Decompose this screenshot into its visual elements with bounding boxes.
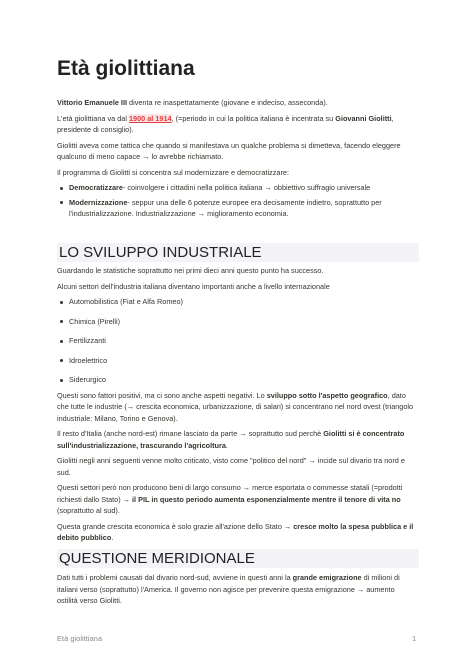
text: , (=periodo in cui la politica italiana è incentrata su — [171, 113, 336, 123]
program-list — [57, 182, 417, 220]
text: diventa re inaspettatamente (giovane e indeciso, asseconda). — [127, 98, 328, 107]
text: Il resto d'Italia (anche nord-est) rimane lasciato da parte → soprattutto sud perchè — [57, 429, 324, 438]
section-heading: QUESTIONE MERIDIONALE — [57, 549, 419, 568]
bold-text: grande emigrazione — [292, 573, 362, 582]
text: , presidente di consiglio). — [57, 113, 394, 134]
list-item: Siderurgico — [57, 374, 417, 386]
list-item — [57, 182, 417, 194]
bold-text: il PIL in questo periodo aumenta esponenzialmente mentre il tenore di vita no — [132, 494, 401, 504]
paragraph — [57, 390, 417, 425]
text: Questi settori però non producono beni di largo consumo → merce esportata o commesse statali (=prodotti richiesti dallo Stato) → — [57, 483, 403, 504]
list-item: Idroelettrico — [57, 355, 417, 367]
paragraph — [57, 572, 417, 607]
text: Questi sono fattori positivi, ma ci sono anche aspetti negativi. Lo — [57, 390, 267, 400]
bold-text: Democratizzare — [69, 183, 123, 192]
text: (soprattutto al sud). — [57, 506, 120, 515]
list-item: Chimica (Pirelli) — [57, 316, 417, 328]
text: . — [111, 533, 114, 542]
footer-title: Età giolittiana — [57, 634, 103, 643]
southern-question-section — [57, 572, 417, 607]
intro-paragraph: Il programma di Giolitti si concentra sul modernizzare e democratizzare: — [57, 167, 289, 177]
section-heading: LO SVILUPPO INDUSTRIALE — [57, 243, 419, 262]
paragraph: Guardando le statistiche soprattutto nei primi dieci anni questo punto ha successo. — [57, 266, 324, 275]
bold-text: Giolitti si è concentrato sull'industrializzazione, trascurando l'agricoltura — [57, 429, 405, 450]
text: L'età giolittiana va dal — [57, 113, 129, 123]
text: - coinvolgere i cittadini nella politica italiana → obbiettivo suffragio universale — [122, 183, 371, 192]
page-title: Età giolittiana — [57, 57, 195, 80]
text: . — [225, 440, 228, 450]
paragraph: Alcuni settori dell'industria italiana diventano importanti anche a livello internazionale — [57, 281, 330, 291]
intro-paragraph — [57, 113, 417, 136]
bold-text: sviluppo sotto l'aspetto geografico — [266, 390, 388, 400]
list-item: Automobilistica (Fiat e Alfa Romeo) — [57, 296, 417, 308]
text: Questa grande crescita economica è solo grazie all'azione dello Stato → — [57, 521, 294, 531]
text: Dati tutti i problemi causati dal divario nord-sud, avviene in questi anni la — [57, 573, 293, 582]
paragraph — [57, 428, 417, 451]
list-item — [57, 197, 417, 220]
date-range-link[interactable]: 1900 al 1914 — [128, 113, 172, 123]
paragraph — [57, 521, 417, 544]
list-item: Fertilizzanti — [57, 335, 417, 347]
text: - seppur una delle 6 potenze europee era decisamente indietro, soprattutto per l'industrializzazione. Industrializzazione → miglioramento economia. — [69, 197, 382, 218]
sector-list — [57, 296, 417, 386]
intro-paragraph: Giolitti aveva come tattica che quando si manifestava un qualche problema si dimetteva, facendo eleggere qualcuno di meno capace → lo avrebbe richiamato. — [57, 140, 401, 161]
footer-page-number: 1 — [412, 634, 417, 643]
text: di milioni di italiani verso (soprattutto) l'America. Il governo non agisce per prevenire questa emigrazione → aumento ostilità verso Giolitti. — [57, 573, 400, 605]
bold-text: Modernizzazione — [69, 197, 128, 207]
intro-section — [57, 97, 417, 220]
industrial-section — [57, 265, 417, 544]
paragraph: Giolitti negli anni seguenti venne molto criticato, visto come "politico del nord" → incide sul divario tra nord e sud. — [57, 456, 405, 477]
text: , dato che tutte le industrie (→ crescita economica, urbanizzazione, di salari) si concentrano nel nord ovest (triangolo industriale: Milano, Torino e Genova). — [57, 390, 414, 423]
bold-text: Vittorio Emanuele III — [57, 98, 128, 107]
paragraph — [57, 482, 417, 517]
bold-text: cresce molto la spesa pubblica e il debito pubblico — [57, 521, 414, 542]
bold-text: Giovanni Giolitti — [335, 113, 392, 123]
intro-paragraph — [57, 97, 417, 109]
